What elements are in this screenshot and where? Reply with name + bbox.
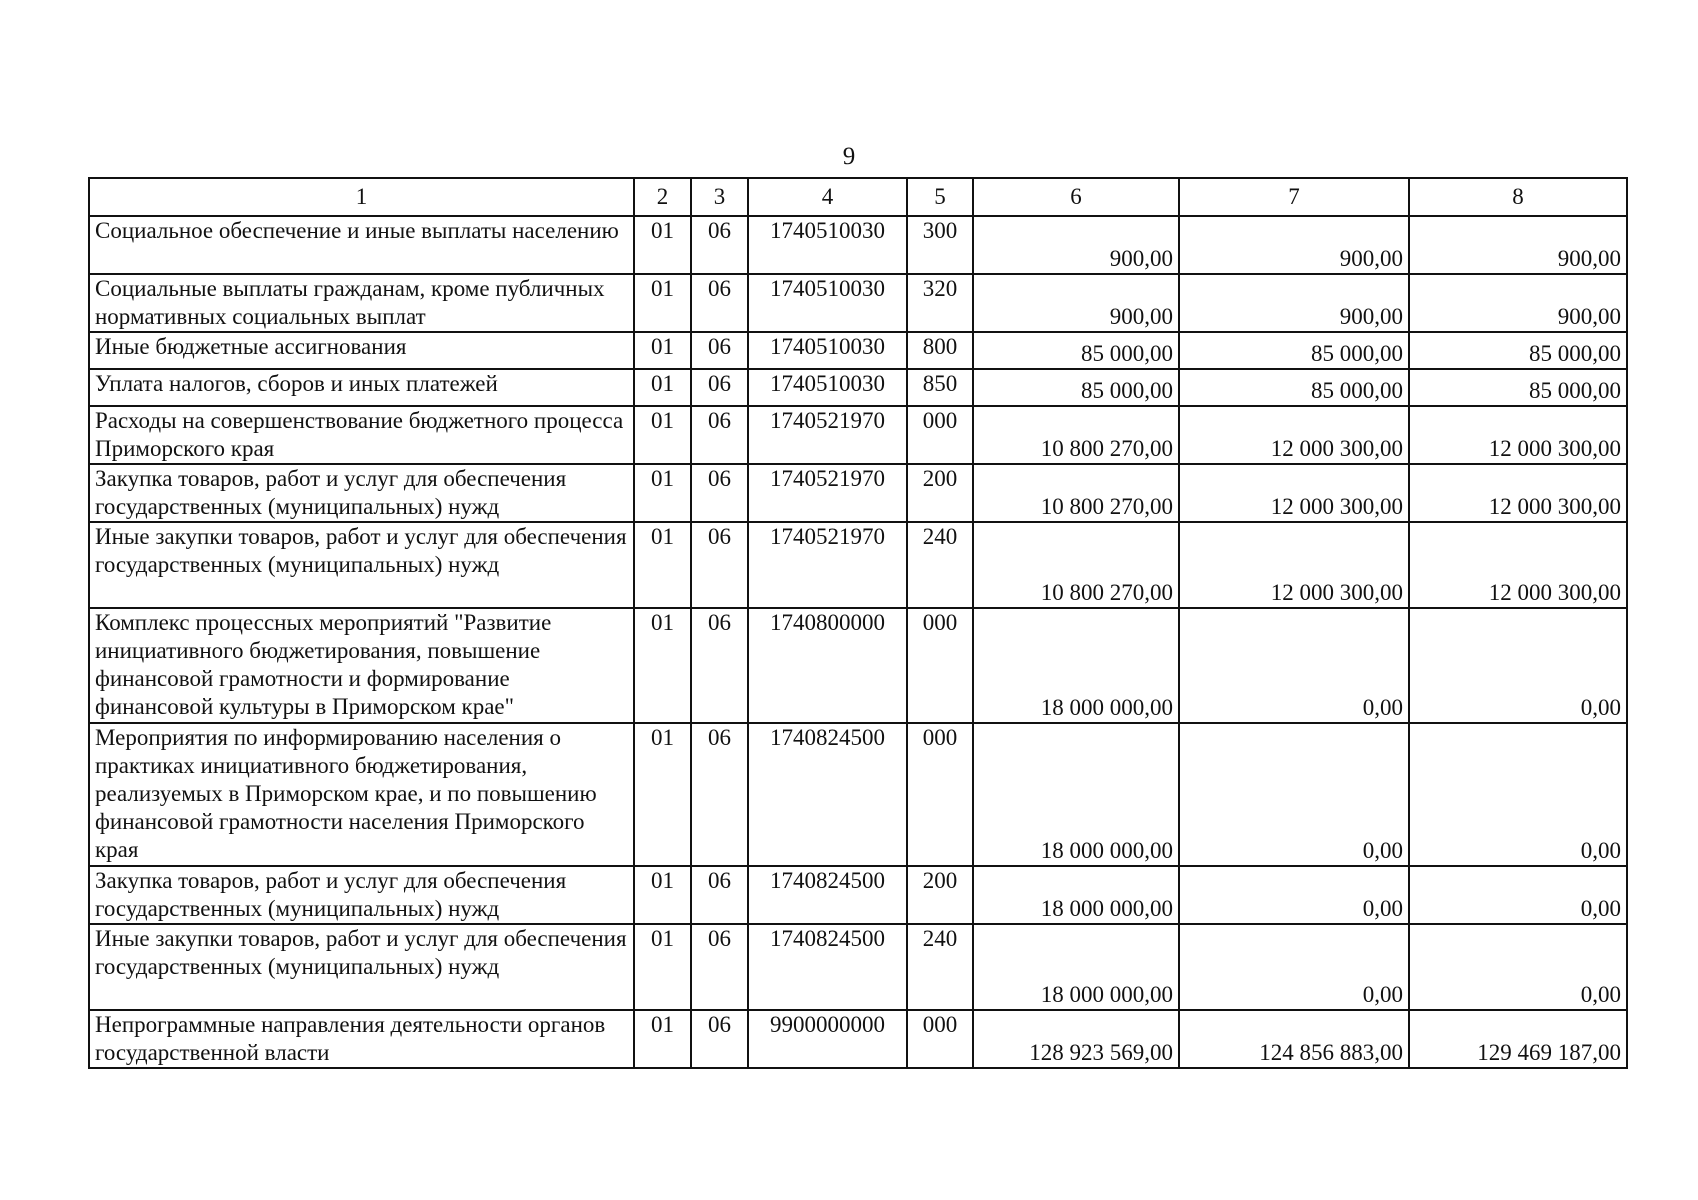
amount-col8-cell: 12 000 300,00 [1409, 406, 1627, 464]
section-code-cell: 01 [634, 723, 691, 866]
amount-col7-cell: 0,00 [1179, 608, 1409, 723]
amount-col6-cell: 10 800 270,00 [973, 406, 1179, 464]
subsection-code-cell: 06 [691, 924, 748, 1010]
subsection-code-cell: 06 [691, 369, 748, 406]
amount-col8-cell: 0,00 [1409, 723, 1627, 866]
target-article-code-cell: 1740824500 [748, 723, 907, 866]
amount-col6-cell: 18 000 000,00 [973, 608, 1179, 723]
page-number: 9 [842, 143, 856, 170]
amount-col8-cell: 0,00 [1409, 866, 1627, 924]
column-header: 3 [691, 178, 748, 216]
table-row [89, 274, 1627, 332]
section-code-cell: 01 [634, 406, 691, 464]
subsection-code-cell: 06 [691, 406, 748, 464]
amount-col7-cell: 900,00 [1179, 274, 1409, 332]
amount-col8-cell: 0,00 [1409, 924, 1627, 1010]
column-header: 7 [1179, 178, 1409, 216]
expense-type-code-cell: 200 [907, 464, 973, 522]
table-row [89, 369, 1627, 406]
expense-name-cell: Уплата налогов, сборов и иных платежей [89, 369, 634, 406]
section-code-cell: 01 [634, 216, 691, 274]
expense-name-cell: Закупка товаров, работ и услуг для обеспечения государственных (муниципальных) нужд [89, 464, 634, 522]
amount-col7-cell: 0,00 [1179, 723, 1409, 866]
amount-col6-cell: 18 000 000,00 [973, 924, 1179, 1010]
target-article-code-cell: 1740824500 [748, 866, 907, 924]
expense-name-cell: Иные закупки товаров, работ и услуг для обеспечения государственных (муниципальных) нужд [89, 924, 634, 1010]
table-header-row [89, 178, 1627, 216]
column-header: 8 [1409, 178, 1627, 216]
target-article-code-cell: 1740800000 [748, 608, 907, 723]
amount-col7-cell: 0,00 [1179, 866, 1409, 924]
section-code-cell: 01 [634, 1010, 691, 1068]
subsection-code-cell: 06 [691, 522, 748, 608]
subsection-code-cell: 06 [691, 274, 748, 332]
table-row [89, 216, 1627, 274]
expense-name-cell: Закупка товаров, работ и услуг для обеспечения государственных (муниципальных) нужд [89, 866, 634, 924]
subsection-code-cell: 06 [691, 723, 748, 866]
amount-col6-cell: 85 000,00 [973, 332, 1179, 369]
subsection-code-cell: 06 [691, 332, 748, 369]
amount-col8-cell: 0,00 [1409, 608, 1627, 723]
table-row [89, 332, 1627, 369]
expense-type-code-cell: 300 [907, 216, 973, 274]
expense-name-cell: Иные бюджетные ассигнования [89, 332, 634, 369]
target-article-code-cell: 1740510030 [748, 274, 907, 332]
amount-col7-cell: 12 000 300,00 [1179, 464, 1409, 522]
section-code-cell: 01 [634, 332, 691, 369]
subsection-code-cell: 06 [691, 866, 748, 924]
amount-col6-cell: 18 000 000,00 [973, 723, 1179, 866]
section-code-cell: 01 [634, 608, 691, 723]
amount-col6-cell: 900,00 [973, 216, 1179, 274]
target-article-code-cell: 1740521970 [748, 522, 907, 608]
expense-type-code-cell: 320 [907, 274, 973, 332]
subsection-code-cell: 06 [691, 464, 748, 522]
expense-type-code-cell: 200 [907, 866, 973, 924]
table-row [89, 406, 1627, 464]
table-row [89, 464, 1627, 522]
expense-name-cell: Непрограммные направления деятельности органов государственной власти [89, 1010, 634, 1068]
expense-name-cell: Расходы на совершенствование бюджетного процесса Приморского края [89, 406, 634, 464]
amount-col6-cell: 85 000,00 [973, 369, 1179, 406]
amount-col6-cell: 10 800 270,00 [973, 522, 1179, 608]
amount-col7-cell: 85 000,00 [1179, 332, 1409, 369]
subsection-code-cell: 06 [691, 1010, 748, 1068]
amount-col7-cell: 12 000 300,00 [1179, 406, 1409, 464]
amount-col6-cell: 900,00 [973, 274, 1179, 332]
subsection-code-cell: 06 [691, 608, 748, 723]
section-code-cell: 01 [634, 522, 691, 608]
amount-col8-cell: 12 000 300,00 [1409, 464, 1627, 522]
amount-col8-cell: 900,00 [1409, 216, 1627, 274]
amount-col7-cell: 85 000,00 [1179, 369, 1409, 406]
expense-name-cell: Социальное обеспечение и иные выплаты населению [89, 216, 634, 274]
expense-type-code-cell: 850 [907, 369, 973, 406]
column-header: 1 [89, 178, 634, 216]
table-row [89, 522, 1627, 608]
section-code-cell: 01 [634, 866, 691, 924]
target-article-code-cell: 1740521970 [748, 406, 907, 464]
expense-type-code-cell: 000 [907, 1010, 973, 1068]
amount-col8-cell: 85 000,00 [1409, 369, 1627, 406]
target-article-code-cell: 1740824500 [748, 924, 907, 1010]
amount-col8-cell: 900,00 [1409, 274, 1627, 332]
amount-col7-cell: 124 856 883,00 [1179, 1010, 1409, 1068]
target-article-code-cell: 9900000000 [748, 1010, 907, 1068]
target-article-code-cell: 1740510030 [748, 332, 907, 369]
table-row [89, 608, 1627, 723]
amount-col7-cell: 0,00 [1179, 924, 1409, 1010]
budget-table [88, 177, 1628, 1069]
amount-col6-cell: 128 923 569,00 [973, 1010, 1179, 1068]
target-article-code-cell: 1740510030 [748, 369, 907, 406]
table-row [89, 723, 1627, 866]
amount-col6-cell: 10 800 270,00 [973, 464, 1179, 522]
section-code-cell: 01 [634, 369, 691, 406]
amount-col7-cell: 12 000 300,00 [1179, 522, 1409, 608]
target-article-code-cell: 1740521970 [748, 464, 907, 522]
column-header: 5 [907, 178, 973, 216]
table-row [89, 924, 1627, 1010]
amount-col7-cell: 900,00 [1179, 216, 1409, 274]
expense-name-cell: Иные закупки товаров, работ и услуг для обеспечения государственных (муниципальных) нужд [89, 522, 634, 608]
amount-col8-cell: 129 469 187,00 [1409, 1010, 1627, 1068]
expense-type-code-cell: 000 [907, 608, 973, 723]
expense-type-code-cell: 000 [907, 406, 973, 464]
section-code-cell: 01 [634, 274, 691, 332]
target-article-code-cell: 1740510030 [748, 216, 907, 274]
expense-type-code-cell: 800 [907, 332, 973, 369]
amount-col6-cell: 18 000 000,00 [973, 866, 1179, 924]
column-header: 2 [634, 178, 691, 216]
section-code-cell: 01 [634, 924, 691, 1010]
table-row [89, 1010, 1627, 1068]
column-header: 4 [748, 178, 907, 216]
subsection-code-cell: 06 [691, 216, 748, 274]
column-header: 6 [973, 178, 1179, 216]
expense-name-cell: Социальные выплаты гражданам, кроме публичных нормативных социальных выплат [89, 274, 634, 332]
expense-name-cell: Комплекс процессных мероприятий "Развитие инициативного бюджетирования, повышение финансовой грамотности и формирование финансовой культуры в Приморском крае" [89, 608, 634, 723]
amount-col8-cell: 85 000,00 [1409, 332, 1627, 369]
expense-type-code-cell: 000 [907, 723, 973, 866]
expense-name-cell: Мероприятия по информированию населения о практиках инициативного бюджетирования, реализуемых в Приморском крае, и по повышению финансовой грамотности населения Приморского края [89, 723, 634, 866]
expense-type-code-cell: 240 [907, 522, 973, 608]
table-row [89, 866, 1627, 924]
amount-col8-cell: 12 000 300,00 [1409, 522, 1627, 608]
section-code-cell: 01 [634, 464, 691, 522]
expense-type-code-cell: 240 [907, 924, 973, 1010]
